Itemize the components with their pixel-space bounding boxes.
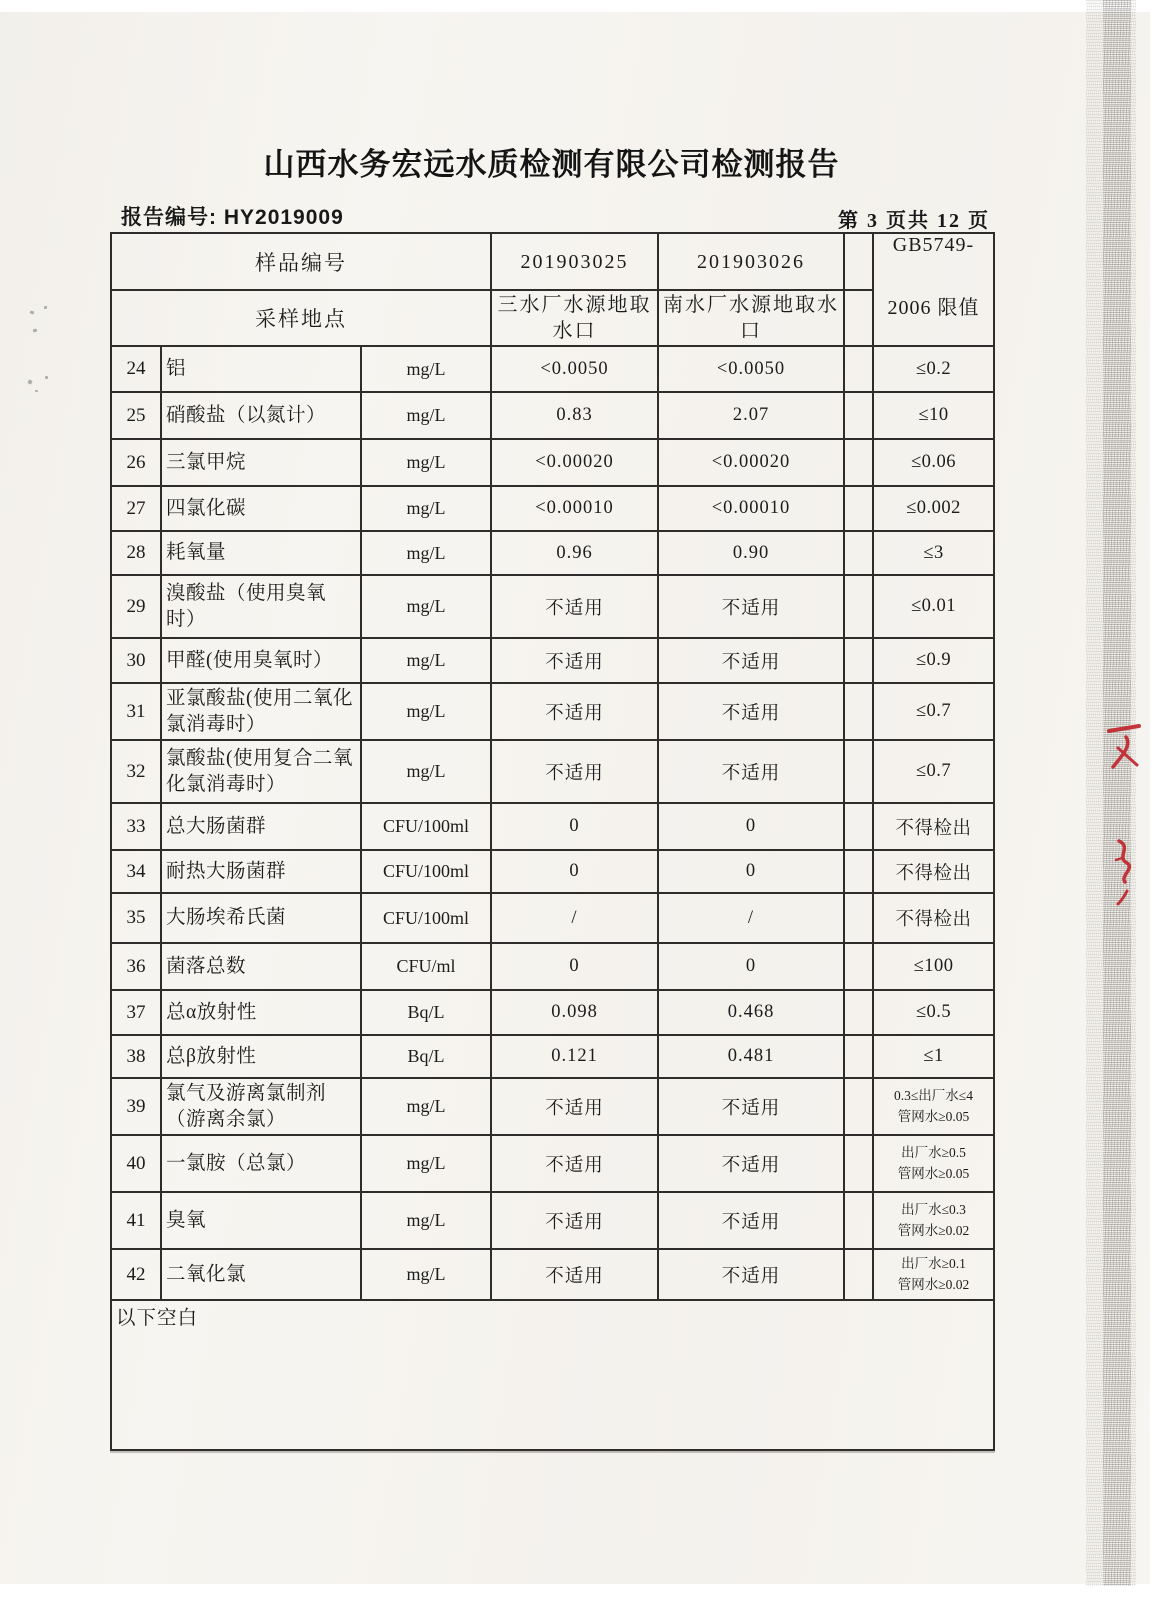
result-row — [111, 1035, 994, 1078]
result-row — [111, 1192, 994, 1249]
value-cell-1: 不适用 — [491, 575, 658, 638]
pencil-mark — [45, 376, 48, 379]
spacer-cell — [844, 531, 873, 575]
row-number-cell: 37 — [111, 990, 161, 1035]
value-cell-2: 0 — [658, 803, 844, 850]
row-number-cell: 38 — [111, 1035, 161, 1078]
row-number-cell: 31 — [111, 683, 161, 740]
limit-cell: ≤0.9 — [873, 638, 994, 683]
unit-cell: mg/L — [361, 683, 491, 740]
unit-cell: Bq/L — [361, 990, 491, 1035]
location-cell-2: 南水厂水源地取水口 — [658, 290, 844, 346]
value-cell-2: 不适用 — [658, 1135, 844, 1192]
parameter-name-cell: 亚氯酸盐(使用二氧化氯消毒时） — [161, 683, 361, 740]
value-cell-1: 不适用 — [491, 683, 658, 740]
row-number-cell: 28 — [111, 531, 161, 575]
value-cell-1: 不适用 — [491, 1192, 658, 1249]
parameter-name-cell: 总β放射性 — [161, 1035, 361, 1078]
unit-cell: mg/L — [361, 740, 491, 803]
result-row — [111, 893, 994, 943]
spacer-cell — [844, 439, 873, 486]
limit-cell: 不得检出 — [873, 893, 994, 943]
value-cell-2: 不适用 — [658, 683, 844, 740]
parameter-name-cell: 四氯化碳 — [161, 486, 361, 531]
limit-cell: 出厂水≥0.5 管网水≥0.05 — [873, 1135, 994, 1192]
unit-cell: mg/L — [361, 346, 491, 392]
unit-cell: mg/L — [361, 1078, 491, 1135]
spacer-cell — [844, 638, 873, 683]
parameter-name-cell: 硝酸盐（以氮计） — [161, 392, 361, 439]
result-row — [111, 346, 994, 392]
unit-cell: mg/L — [361, 1249, 491, 1300]
value-cell-2: 不适用 — [658, 575, 844, 638]
unit-cell: mg/L — [361, 1192, 491, 1249]
standard-line-1: GB5749- — [892, 233, 975, 256]
value-cell-1: 0.96 — [491, 531, 658, 575]
value-cell-1: <0.0050 — [491, 346, 658, 392]
location-label-cell: 采样地点 — [111, 290, 491, 346]
value-cell-1: 0 — [491, 803, 658, 850]
value-cell-1: 不适用 — [491, 740, 658, 803]
unit-cell: mg/L — [361, 1135, 491, 1192]
page-indicator: 第 3 页共 12 页 — [838, 210, 990, 232]
limit-cell: ≤10 — [873, 392, 994, 439]
header-row-sample-no — [111, 233, 994, 290]
results-table — [110, 232, 995, 1451]
limit-cell: ≤100 — [873, 943, 994, 990]
limit-cell: ≤0.01 — [873, 575, 994, 638]
blank-note-cell: 以下空白 — [111, 1300, 994, 1450]
result-row — [111, 486, 994, 531]
limit-cell: 0.3≤出厂水≤4 管网水≥0.05 — [873, 1078, 994, 1135]
value-cell-1: 0.098 — [491, 990, 658, 1035]
value-cell-2: 2.07 — [658, 392, 844, 439]
parameter-name-cell: 耗氧量 — [161, 531, 361, 575]
value-cell-2: <0.0050 — [658, 346, 844, 392]
unit-cell: mg/L — [361, 575, 491, 638]
value-cell-1: 0 — [491, 850, 658, 893]
red-ink-mark-1 — [1106, 722, 1144, 772]
row-number-cell: 35 — [111, 893, 161, 943]
value-cell-1: 0 — [491, 943, 658, 990]
limit-cell: 不得检出 — [873, 850, 994, 893]
spacer-cell — [844, 1035, 873, 1078]
header-row-location — [111, 290, 994, 346]
row-number-cell: 32 — [111, 740, 161, 803]
limit-cell: ≤0.7 — [873, 740, 994, 803]
spacer-cell — [844, 850, 873, 893]
row-number-cell: 24 — [111, 346, 161, 392]
parameter-name-cell: 溴酸盐（使用臭氧时） — [161, 575, 361, 638]
value-cell-2: 0 — [658, 850, 844, 893]
value-cell-2: <0.00020 — [658, 439, 844, 486]
spacer-cell — [844, 740, 873, 803]
value-cell-2: <0.00010 — [658, 486, 844, 531]
row-number-cell: 41 — [111, 1192, 161, 1249]
result-row — [111, 850, 994, 893]
location-cell-1: 三水厂水源地取水口 — [491, 290, 658, 346]
row-number-cell: 27 — [111, 486, 161, 531]
spacer-cell — [844, 346, 873, 392]
row-number-cell: 29 — [111, 575, 161, 638]
spacer-cell — [844, 943, 873, 990]
limit-cell: ≤3 — [873, 531, 994, 575]
value-cell-1: <0.00020 — [491, 439, 658, 486]
spacer-cell — [844, 486, 873, 531]
limit-cell: ≤0.002 — [873, 486, 994, 531]
result-row — [111, 1249, 994, 1300]
parameter-name-cell: 一氯胺（总氯） — [161, 1135, 361, 1192]
spacer-cell — [844, 1078, 873, 1135]
blank-note-row — [111, 1300, 994, 1450]
parameter-name-cell: 三氯甲烷 — [161, 439, 361, 486]
sample-no-label-cell: 样品编号 — [111, 233, 491, 290]
scan-edge-noise-core — [1103, 0, 1131, 1586]
spacer-cell — [844, 1135, 873, 1192]
spacer-cell — [844, 803, 873, 850]
parameter-name-cell: 菌落总数 — [161, 943, 361, 990]
value-cell-1: 0.121 — [491, 1035, 658, 1078]
value-cell-2: 不适用 — [658, 1192, 844, 1249]
unit-cell: CFU/100ml — [361, 803, 491, 850]
report-number-label: 报告编号: — [121, 206, 217, 229]
standard-line-2: 2006 限值 — [887, 296, 980, 319]
result-row — [111, 392, 994, 439]
spacer-cell — [844, 683, 873, 740]
value-cell-1: 0.83 — [491, 392, 658, 439]
parameter-name-cell: 铝 — [161, 346, 361, 392]
parameter-name-cell: 氯气及游离氯制剂（游离余氯） — [161, 1078, 361, 1135]
unit-cell: mg/L — [361, 392, 491, 439]
unit-cell: CFU/ml — [361, 943, 491, 990]
standard-limit-header-cell — [873, 233, 994, 346]
result-row — [111, 575, 994, 638]
limit-cell: ≤0.2 — [873, 346, 994, 392]
unit-cell: Bq/L — [361, 1035, 491, 1078]
pencil-mark — [44, 306, 47, 309]
value-cell-2: / — [658, 893, 844, 943]
limit-cell: 出厂水≥0.1 管网水≥0.02 — [873, 1249, 994, 1300]
pencil-mark — [35, 390, 38, 392]
spacer-cell — [844, 575, 873, 638]
sample-id-cell-2: 201903026 — [658, 233, 844, 290]
result-row — [111, 638, 994, 683]
result-row — [111, 740, 994, 803]
row-number-cell: 40 — [111, 1135, 161, 1192]
limit-cell: 不得检出 — [873, 803, 994, 850]
unit-cell: CFU/100ml — [361, 893, 491, 943]
spacer-cell — [844, 1249, 873, 1300]
row-number-cell: 42 — [111, 1249, 161, 1300]
unit-cell: mg/L — [361, 439, 491, 486]
result-row — [111, 683, 994, 740]
unit-cell: CFU/100ml — [361, 850, 491, 893]
spacer-cell — [844, 392, 873, 439]
spacer-cell — [844, 1192, 873, 1249]
value-cell-2: 不适用 — [658, 1249, 844, 1300]
report-number — [121, 201, 344, 231]
report-title: 山西水务宏远水质检测有限公司检测报告 — [263, 147, 840, 182]
result-row — [111, 439, 994, 486]
results-body — [111, 233, 994, 1450]
value-cell-2: 0 — [658, 943, 844, 990]
result-row — [111, 803, 994, 850]
unit-cell: mg/L — [361, 531, 491, 575]
red-ink-mark-2 — [1112, 838, 1138, 884]
value-cell-1: 不适用 — [491, 1249, 658, 1300]
result-row — [111, 1078, 994, 1135]
value-cell-2: 不适用 — [658, 1078, 844, 1135]
limit-cell: ≤0.7 — [873, 683, 994, 740]
parameter-name-cell: 臭氧 — [161, 1192, 361, 1249]
report-number-value: HY2019009 — [223, 206, 344, 229]
limit-cell: 出厂水≤0.3 管网水≥0.02 — [873, 1192, 994, 1249]
parameter-name-cell: 二氧化氯 — [161, 1249, 361, 1300]
row-number-cell: 39 — [111, 1078, 161, 1135]
value-cell-1: 不适用 — [491, 638, 658, 683]
unit-cell: mg/L — [361, 638, 491, 683]
value-cell-1: <0.00010 — [491, 486, 658, 531]
limit-cell: ≤1 — [873, 1035, 994, 1078]
row-number-cell: 33 — [111, 803, 161, 850]
value-cell-2: 不适用 — [658, 638, 844, 683]
value-cell-1: / — [491, 893, 658, 943]
row-number-cell: 30 — [111, 638, 161, 683]
sample-id-cell-1: 201903025 — [491, 233, 658, 290]
result-row — [111, 531, 994, 575]
limit-cell: ≤0.06 — [873, 439, 994, 486]
parameter-name-cell: 总大肠菌群 — [161, 803, 361, 850]
row-number-cell: 26 — [111, 439, 161, 486]
value-cell-2: 0.90 — [658, 531, 844, 575]
parameter-name-cell: 甲醛(使用臭氧时） — [161, 638, 361, 683]
value-cell-2: 不适用 — [658, 740, 844, 803]
spacer-cell — [844, 990, 873, 1035]
spacer-cell — [844, 290, 873, 346]
result-row — [111, 1135, 994, 1192]
row-number-cell: 36 — [111, 943, 161, 990]
unit-cell: mg/L — [361, 486, 491, 531]
parameter-name-cell: 氯酸盐(使用复合二氧化氯消毒时） — [161, 740, 361, 803]
row-number-cell: 25 — [111, 392, 161, 439]
parameter-name-cell: 大肠埃希氏菌 — [161, 893, 361, 943]
limit-cell: ≤0.5 — [873, 990, 994, 1035]
value-cell-1: 不适用 — [491, 1135, 658, 1192]
value-cell-2: 0.481 — [658, 1035, 844, 1078]
parameter-name-cell: 总α放射性 — [161, 990, 361, 1035]
value-cell-1: 不适用 — [491, 1078, 658, 1135]
result-row — [111, 990, 994, 1035]
value-cell-2: 0.468 — [658, 990, 844, 1035]
red-ink-mark-3 — [1116, 889, 1130, 907]
spacer-cell — [844, 893, 873, 943]
parameter-name-cell: 耐热大肠菌群 — [161, 850, 361, 893]
spacer-cell — [844, 233, 873, 290]
result-row — [111, 943, 994, 990]
row-number-cell: 34 — [111, 850, 161, 893]
